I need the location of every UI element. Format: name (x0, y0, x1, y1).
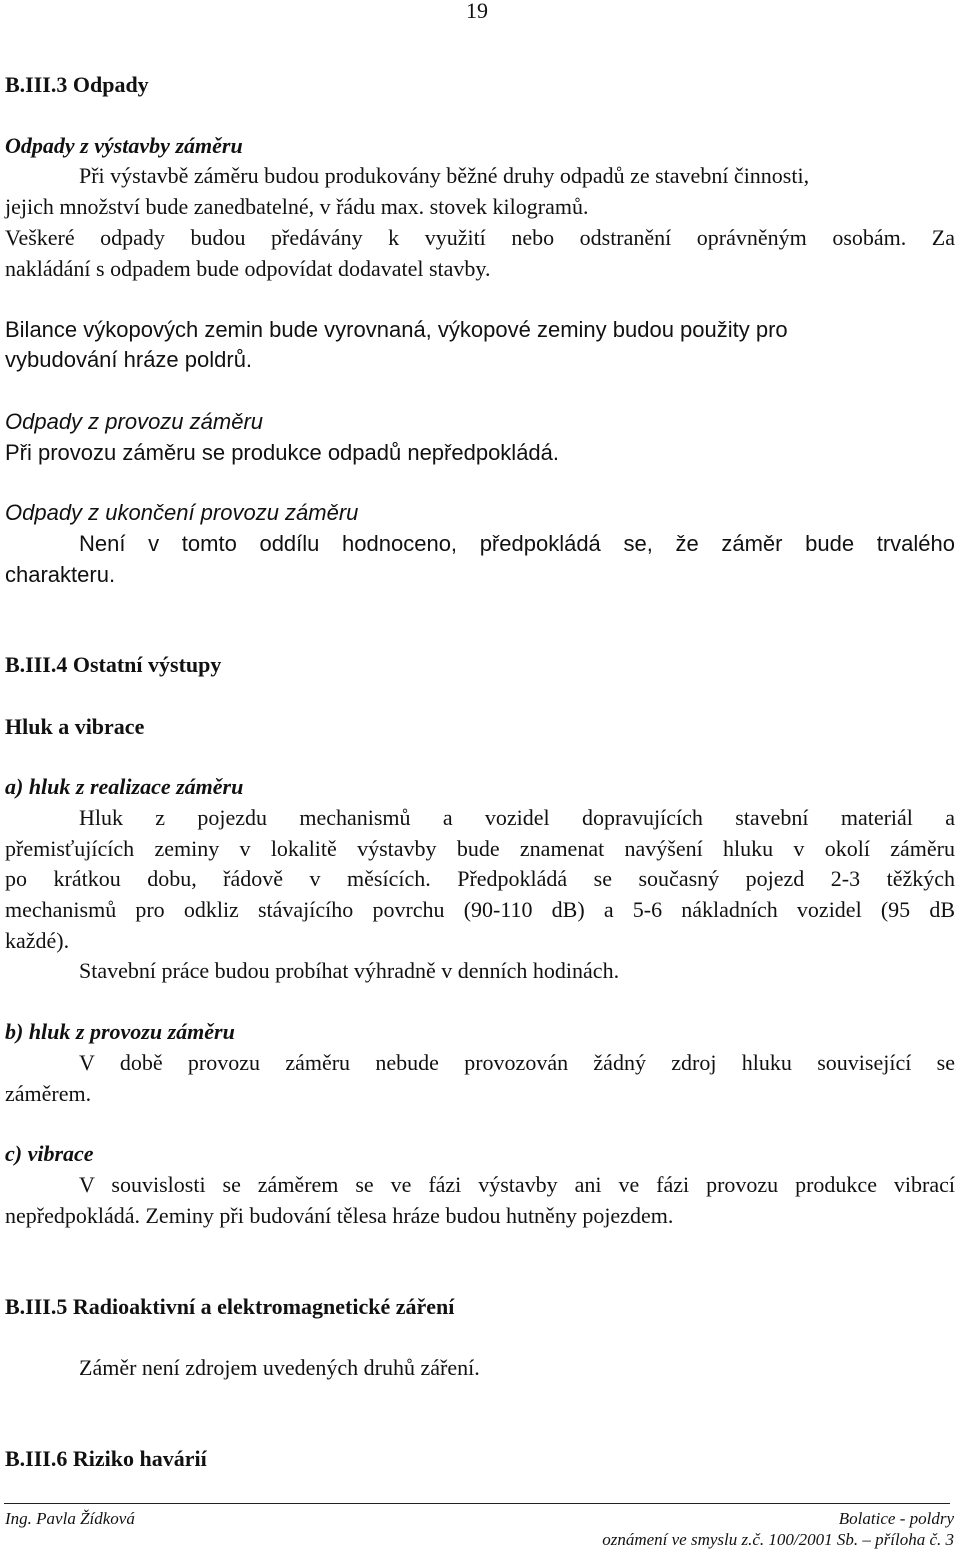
section-heading-b4: B.III.4 Ostatní výstupy (5, 652, 222, 677)
footer-author: Ing. Pavla Žídková (5, 1509, 135, 1528)
section-heading-b6: B.III.6 Riziko havárií (5, 1446, 207, 1471)
paragraph-line: záměrem. (5, 1081, 92, 1106)
paragraph-line: Není v tomto oddílu hodnoceno, předpokládá se, že záměr bude trvalého (79, 531, 955, 556)
paragraph-line: Stavební práce budou probíhat výhradně v denních hodinách. (79, 958, 620, 983)
subheading-hluk-provozu: b) hluk z provozu záměru (5, 1019, 235, 1044)
paragraph-line: Hluk z pojezdu mechanismů a vozidel dopravujících stavební materiál a (79, 805, 955, 830)
paragraph-line: Při výstavbě záměru budou produkovány běžné druhy odpadů ze stavební činnosti, (79, 163, 810, 188)
page-number: 19 (466, 0, 488, 23)
footer-divider (4, 1503, 950, 1504)
footer-project: Bolatice - poldry (838, 1509, 954, 1528)
paragraph-line: vybudování hráze poldrů. (5, 347, 253, 372)
paragraph-line: Bilance výkopových zemin bude vyrovnaná, výkopové zeminy budou použity pro (5, 317, 788, 342)
subheading-vibrace: c) vibrace (5, 1141, 94, 1166)
footer-reference: oznámení ve smyslu z.č. 100/2001 Sb. – příloha č. 3 (602, 1530, 954, 1549)
paragraph-line: Veškeré odpady budou předávány k využití nebo odstranění oprávněným osobám. Za (5, 225, 955, 250)
paragraph-line: po krátkou dobu, řádově v měsících. Předpokládá se současný pojezd 2-3 těžkých (5, 866, 955, 891)
paragraph-line: jejich množství bude zanedbatelné, v řádu max. stovek kilogramů. (5, 194, 589, 219)
paragraph-line: charakteru. (5, 562, 116, 587)
subheading-odpady-ukonceni: Odpady z ukončení provozu záměru (5, 500, 359, 525)
subheading-hluk-vibrace: Hluk a vibrace (5, 714, 145, 739)
section-heading-b5: B.III.5 Radioaktivní a elektromagnetické záření (5, 1294, 455, 1319)
paragraph-line: nakládání s odpadem bude odpovídat dodavatel stavby. (5, 256, 491, 281)
paragraph-line: Při provozu záměru se produkce odpadů nepředpokládá. (5, 440, 560, 465)
paragraph-line: Záměr není zdrojem uvedených druhů záření. (79, 1355, 480, 1380)
paragraph-line: nepředpokládá. Zeminy při budování tělesa hráze budou hutněny pojezdem. (5, 1203, 674, 1228)
subheading-odpady-vystavby: Odpady z výstavby záměru (5, 133, 243, 158)
subheading-hluk-realizace: a) hluk z realizace záměru (5, 774, 244, 799)
paragraph-line: mechanismů pro odkliz stávajícího povrchu (90-110 dB) a 5-6 nákladních vozidel (95 dB (5, 897, 955, 922)
section-heading-b3: B.III.3 Odpady (5, 72, 149, 97)
paragraph-line: přemisťujících zeminy v lokalitě výstavby bude znamenat navýšení hluku v okolí záměru (5, 836, 955, 861)
paragraph-line: každé). (5, 928, 70, 953)
subheading-odpady-provozu: Odpady z provozu záměru (5, 409, 264, 434)
paragraph-line: V souvislosti se záměrem se ve fázi výstavby ani ve fázi provozu produkce vibrací (79, 1172, 955, 1197)
paragraph-line: V době provozu záměru nebude provozován žádný zdroj hluku související se (79, 1050, 955, 1075)
